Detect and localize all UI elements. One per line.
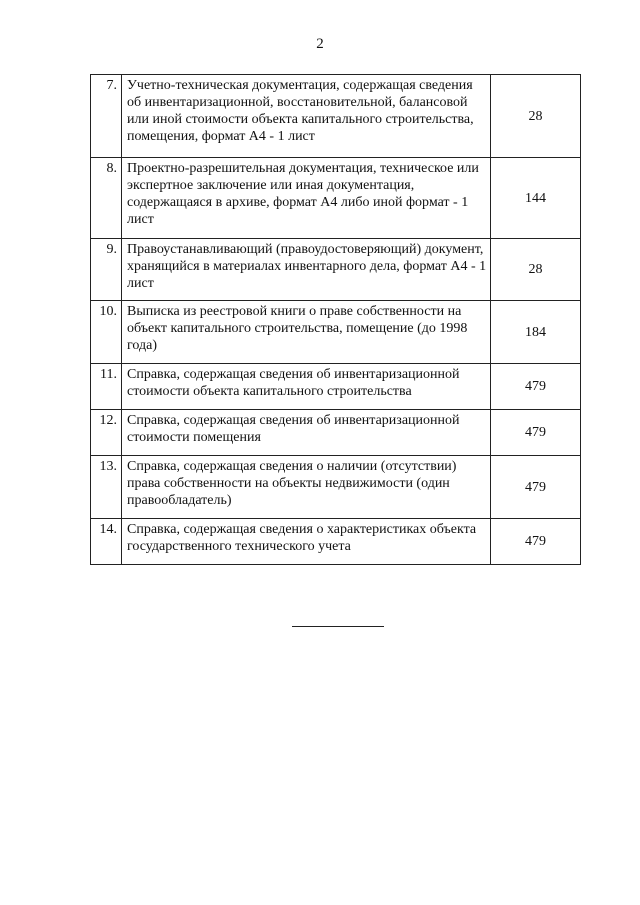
row-number: 14. bbox=[91, 519, 122, 565]
services-table bbox=[90, 74, 581, 565]
table-row bbox=[91, 519, 581, 565]
table-row bbox=[91, 456, 581, 519]
row-number: 13. bbox=[91, 456, 122, 519]
table-row bbox=[91, 410, 581, 456]
page-number: 2 bbox=[316, 36, 324, 52]
row-number: 7. bbox=[91, 75, 122, 158]
service-description: Справка, содержащая сведения о наличии (отсутствии) права собственности на объекты недвижимости (один правообладатель) bbox=[122, 456, 491, 519]
service-price: 144 bbox=[491, 158, 581, 239]
end-separator-line bbox=[292, 626, 384, 627]
row-number: 9. bbox=[91, 239, 122, 301]
service-price: 479 bbox=[491, 519, 581, 565]
service-price: 479 bbox=[491, 364, 581, 410]
row-number: 11. bbox=[91, 364, 122, 410]
table-row bbox=[91, 158, 581, 239]
service-price: 479 bbox=[491, 410, 581, 456]
table-row bbox=[91, 364, 581, 410]
service-description: Справка, содержащая сведения о характеристиках объекта государственного технического учета bbox=[122, 519, 491, 565]
service-description: Правоустанавливающий (правоудостоверяющий) документ, хранящийся в материалах инвентарного дела, формат А4 - 1 лист bbox=[122, 239, 491, 301]
service-price: 184 bbox=[491, 301, 581, 364]
table-row bbox=[91, 239, 581, 301]
service-price: 28 bbox=[491, 239, 581, 301]
row-number: 8. bbox=[91, 158, 122, 239]
service-description: Проектно-разрешительная документация, техническое или экспертное заключение или иная документация, содержащаяся в архиве, формат А4 либо иной формат - 1 лист bbox=[122, 158, 491, 239]
service-description: Выписка из реестровой книги о праве собственности на объект капитального строительства, помещение (до 1998 года) bbox=[122, 301, 491, 364]
service-description: Справка, содержащая сведения об инвентаризационной стоимости помещения bbox=[122, 410, 491, 456]
table-row bbox=[91, 75, 581, 158]
service-description: Справка, содержащая сведения об инвентаризационной стоимости объекта капитального строительства bbox=[122, 364, 491, 410]
table-row bbox=[91, 301, 581, 364]
service-price: 479 bbox=[491, 456, 581, 519]
row-number: 10. bbox=[91, 301, 122, 364]
row-number: 12. bbox=[91, 410, 122, 456]
service-description: Учетно-техническая документация, содержащая сведения об инвентаризационной, восстановительной, балансовой или иной стоимости объекта капитального строительства, помещения, формат А4 - 1 лист bbox=[122, 75, 491, 158]
service-price: 28 bbox=[491, 75, 581, 158]
